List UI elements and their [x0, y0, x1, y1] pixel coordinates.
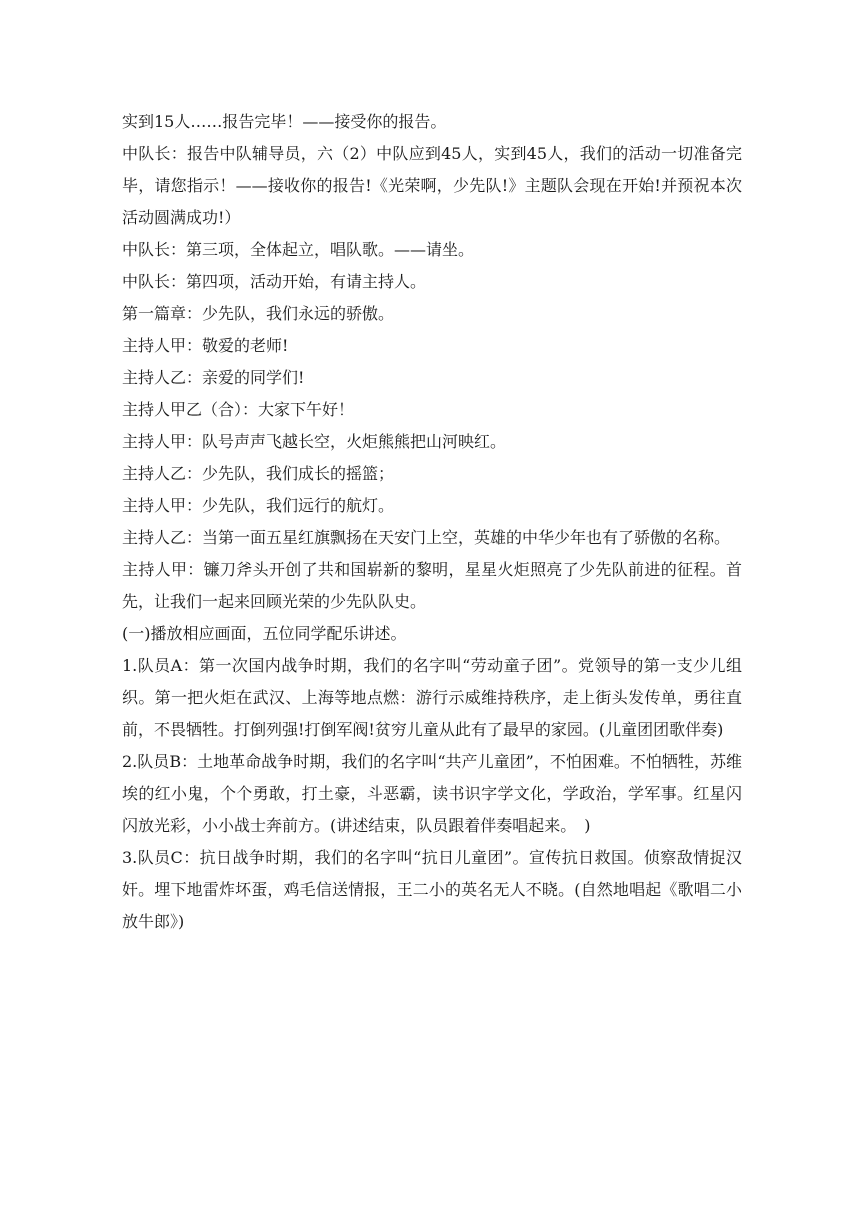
paragraph: 主持人甲：少先队，我们远行的航灯。	[122, 496, 395, 515]
paragraph: 中队长：报告中队辅导员，六（2）中队应到45人，实到45人，我们的活动一切准备完毕，请您指示！——接收你的报告!《光荣啊，少先队!》主题队会现在开始!并预祝本次活动圆满成功!）	[122, 144, 742, 227]
paragraph: 2.队员B：土地革命战争时期，我们的名字叫“共产儿童团”，不怕困难。不怕牺牲，苏维埃的红小鬼，个个勇敢，打土豪，斗恶霸，读书识字学文化，学政治，学军事。红星闪闪放光彩，小小战士奔前方。(讲述结束，队员跟着伴奏唱起来。 )	[122, 752, 742, 835]
paragraph: 主持人乙：少先队，我们成长的摇篮；	[122, 464, 395, 483]
paragraph: 主持人甲：敬爱的老师!	[122, 336, 289, 355]
paragraph: 主持人甲：镰刀斧头开创了共和国崭新的黎明，星星火炬照亮了少先队前进的征程。首先，让我们一起来回顾光荣的少先队队史。	[122, 560, 742, 611]
paragraph: (一)播放相应画面，五位同学配乐讲述。	[122, 624, 407, 643]
paragraph: 1.队员A：第一次国内战争时期，我们的名字叫“劳动童子团”。党领导的第一支少儿组织。第一把火炬在武汉、上海等地点燃：游行示威维持秩序，走上街头发传单，勇往直前，不畏牺牲。打倒列强!打倒军阀!贫穷儿童从此有了最早的家园。(儿童团团歌伴奏)	[122, 656, 742, 739]
paragraph: 主持人甲乙（合）：大家下午好！	[122, 400, 355, 419]
document-body	[122, 106, 742, 938]
paragraph: 中队长：第四项，活动开始，有请主持人。	[122, 272, 427, 291]
paragraph: 中队长：第三项，全体起立，唱队歌。——请坐。	[122, 240, 475, 259]
paragraph: 主持人甲：队号声声飞越长空，火炬熊熊把山河映红。	[122, 432, 507, 451]
paragraph: 第一篇章：少先队，我们永远的骄傲。	[122, 304, 395, 323]
paragraph: 主持人乙：亲爱的同学们!	[122, 368, 305, 387]
paragraph: 3.队员C：抗日战争时期，我们的名字叫“抗日儿童团”。宣传抗日救国。侦察敌情捉汉奸。埋下地雷炸坏蛋，鸡毛信送情报，王二小的英名无人不晓。(自然地唱起《歌唱二小放牛郎》)	[122, 848, 742, 931]
paragraph: 主持人乙：当第一面五星红旗飘扬在天安门上空，英雄的中华少年也有了骄傲的名称。	[122, 528, 731, 547]
paragraph: 实到15人……报告完毕！——接受你的报告。	[122, 112, 447, 131]
